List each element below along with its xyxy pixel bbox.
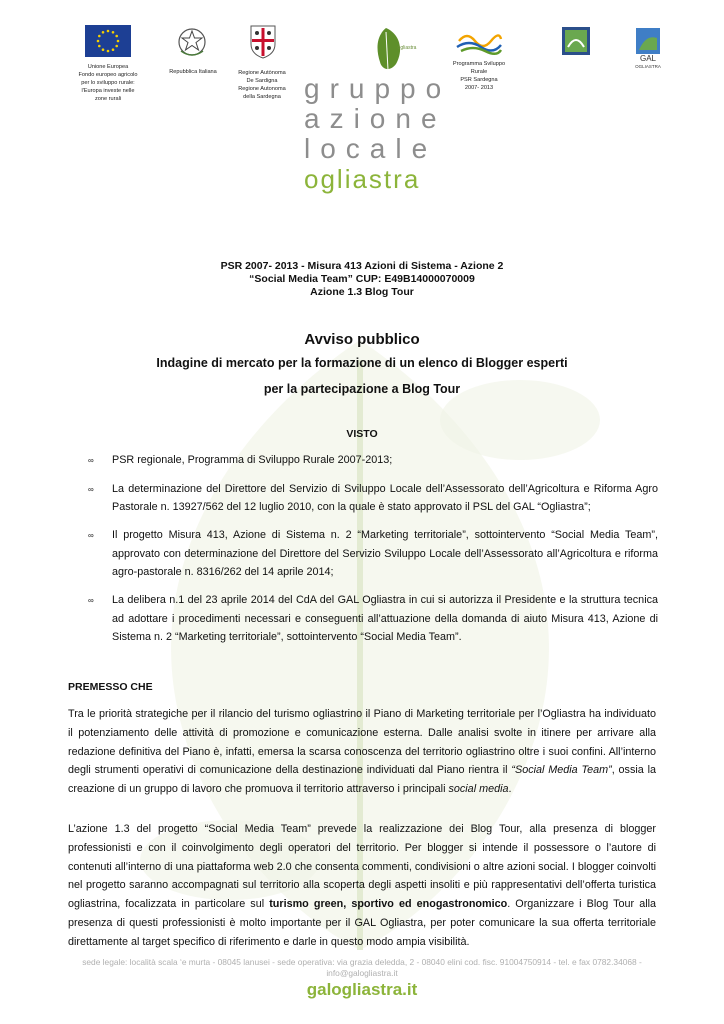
- psr-caption: Programma Sviluppo Rurale PSR Sardegna 2007- 2013: [452, 61, 506, 91]
- paragraph-2-text-2: . Organizzare i Blog Tour alla presenza di questi professionisti è molto importante per il GAL Ogliastra, per poter comunicare la sua offerta territoriale direttamente al target specifico di riferimento e darle in questo modo ampia visibilità.: [68, 898, 656, 948]
- paragraph-1-emphasis-2: social media: [448, 783, 509, 796]
- psr-line-1: PSR 2007- 2013 - Misura 413 Azioni di Sistema - Azione 2: [220, 260, 504, 272]
- bullet-icon: ∞: [88, 531, 94, 541]
- leaf-logo-text: ogliastra: [397, 45, 417, 51]
- paragraph-1-emphasis: “Social Media Team”: [511, 764, 612, 777]
- list-item: [88, 480, 658, 517]
- bullet-icon: ∞: [88, 456, 94, 465]
- sardinia-caption: Regione Autònoma De Sardigna Regione Autonoma della Sardegna: [238, 70, 286, 100]
- italy-caption: Repubblica Italiana: [169, 69, 217, 75]
- paragraph-1-text: Tra le priorità strategiche per il rilancio del turismo ogliastrino il Piano di Marketing territoriale per l’Ogliastra ha individuato il potenziamento delle attività di promozione e comunicazione esterna. Dalle analisi svolte in itinere per arrivare alla redazione definitiva del Piano è, infatti, emersa la scarsa conoscenza del territorio ogliastrino oltre i suoi confini. All’interno degli strumenti operativi di comunicazione della destinazione individuati dal Piano rientra il: [68, 708, 656, 777]
- list-item-text: Il progetto Misura 413, Azione di Sistema n. 2 “Marketing territoriale”, sottointervento “Social Media Team”, approvato con determinazione del Direttore del Servizio Sviluppo Locale dell’Assessorato all’Agricoltura e riforma agro-pastorale n. 8316/262 del 14 aprile 2014;: [112, 529, 658, 579]
- gal-word-gruppo: gruppo: [304, 73, 452, 104]
- leader-logo: [562, 27, 590, 55]
- italy-emblem-logo: [177, 25, 207, 59]
- notice-subtitle-line-1: Indagine di mercato per la formazione di un elenco di Blogger esperti: [156, 356, 568, 370]
- list-item-text: La delibera n.1 del 23 aprile 2014 del CdA del GAL Ogliastra in cui si autorizza il Presidente e la struttura tecnica ad adottare i procedimenti necessari e conseguenti all’attuazione della domanda di aiuto Misura 413, Azione di Sistema n. 2 “Marketing territoriale”, sottointervento “Social Media Team”.: [112, 594, 658, 644]
- list-item: [88, 526, 658, 581]
- project-reference: [0, 260, 724, 299]
- gal-ogliastra-small-logo: [636, 28, 660, 54]
- list-item-text: PSR regionale, Programma di Sviluppo Rurale 2007-2013;: [112, 454, 393, 466]
- list-item-text: La determinazione del Direttore del Servizio di Sviluppo Locale dell’Assessorato dell’Agricoltura e Riforma Agro Pastorale n. 13927/562 del 12 luglio 2010, con la quale è stato approvato il PSL del GAL “Ogliastra”;: [112, 483, 658, 514]
- gal-word-ogliastra: ogliastra: [304, 164, 421, 194]
- gal-word-azione: azione: [304, 103, 447, 134]
- bullet-icon: ∞: [88, 596, 94, 606]
- paragraph-2-bold: turismo green, sportivo ed enogastronomico: [269, 898, 508, 911]
- bullet-icon: ∞: [88, 485, 94, 494]
- gal-small-logo-sub: OGLIASTRA: [635, 64, 661, 69]
- paragraph-1-text-2: , ossia la creazione di un gruppo di lavoro che promuova il territorio attraverso i principali: [68, 764, 656, 796]
- notice-subtitle: [0, 350, 724, 402]
- footer-website: galogliastra.it: [306, 980, 418, 999]
- visto-heading: VISTO: [346, 428, 378, 440]
- notice-title: Avviso pubblico: [304, 331, 420, 348]
- paragraph-2: [68, 820, 656, 952]
- paragraph-1-end: .: [508, 783, 512, 796]
- list-item: [88, 451, 658, 470]
- psr-line-2: “Social Media Team” CUP: E49B14000070009: [249, 273, 475, 285]
- visto-list: [88, 451, 658, 656]
- footer-address: sede legale: località scala ‘e murta - 08045 lanusei - sede operativa: via grazia deledda, 2 - 08040 elini cod. fisc. 91004750914 - tel. e fax 0782.34068 - info@galogliastra.it: [82, 957, 642, 978]
- list-item: [88, 591, 658, 646]
- psr-logo: [455, 27, 503, 55]
- paragraph-1: [68, 705, 656, 799]
- eu-caption: Unione Europea Fondo europeo agricolo per lo sviluppo rurale: l'Europa investe nelle zone rurali: [78, 64, 138, 102]
- notice-subtitle-line-2: per la partecipazione a Blog Tour: [263, 382, 461, 396]
- psr-line-3: Azione 1.3 Blog Tour: [310, 286, 414, 298]
- gal-small-logo-text: GAL: [639, 54, 656, 63]
- paragraph-2-text: L’azione 1.3 del progetto “Social Media Team” prevede la realizzazione dei Blog Tour, alla presenza di blogger professionisti e con il coinvolgimento degli operatori del territorio. Per blogger si intende il possessore o l’autore di contenuti all’interno di una piattaforma web 2.0 che consenta commenti, condivisioni o altre azioni social. I blogger coinvolti nel progetto saranno accompagnati sul territorio alla scoperta degli aspetti insoliti e più rappresentativi dell’offerta turistica ogliastrina, focalizzata in particolare sul: [68, 823, 656, 911]
- gal-word-locale: locale: [304, 133, 438, 164]
- premesso-heading: PREMESSO CHE: [68, 681, 153, 693]
- eu-flag-logo: [85, 25, 131, 57]
- gal-wordmark: [304, 74, 451, 194]
- sardinia-shield-logo: [249, 24, 277, 60]
- letterhead: [0, 0, 724, 200]
